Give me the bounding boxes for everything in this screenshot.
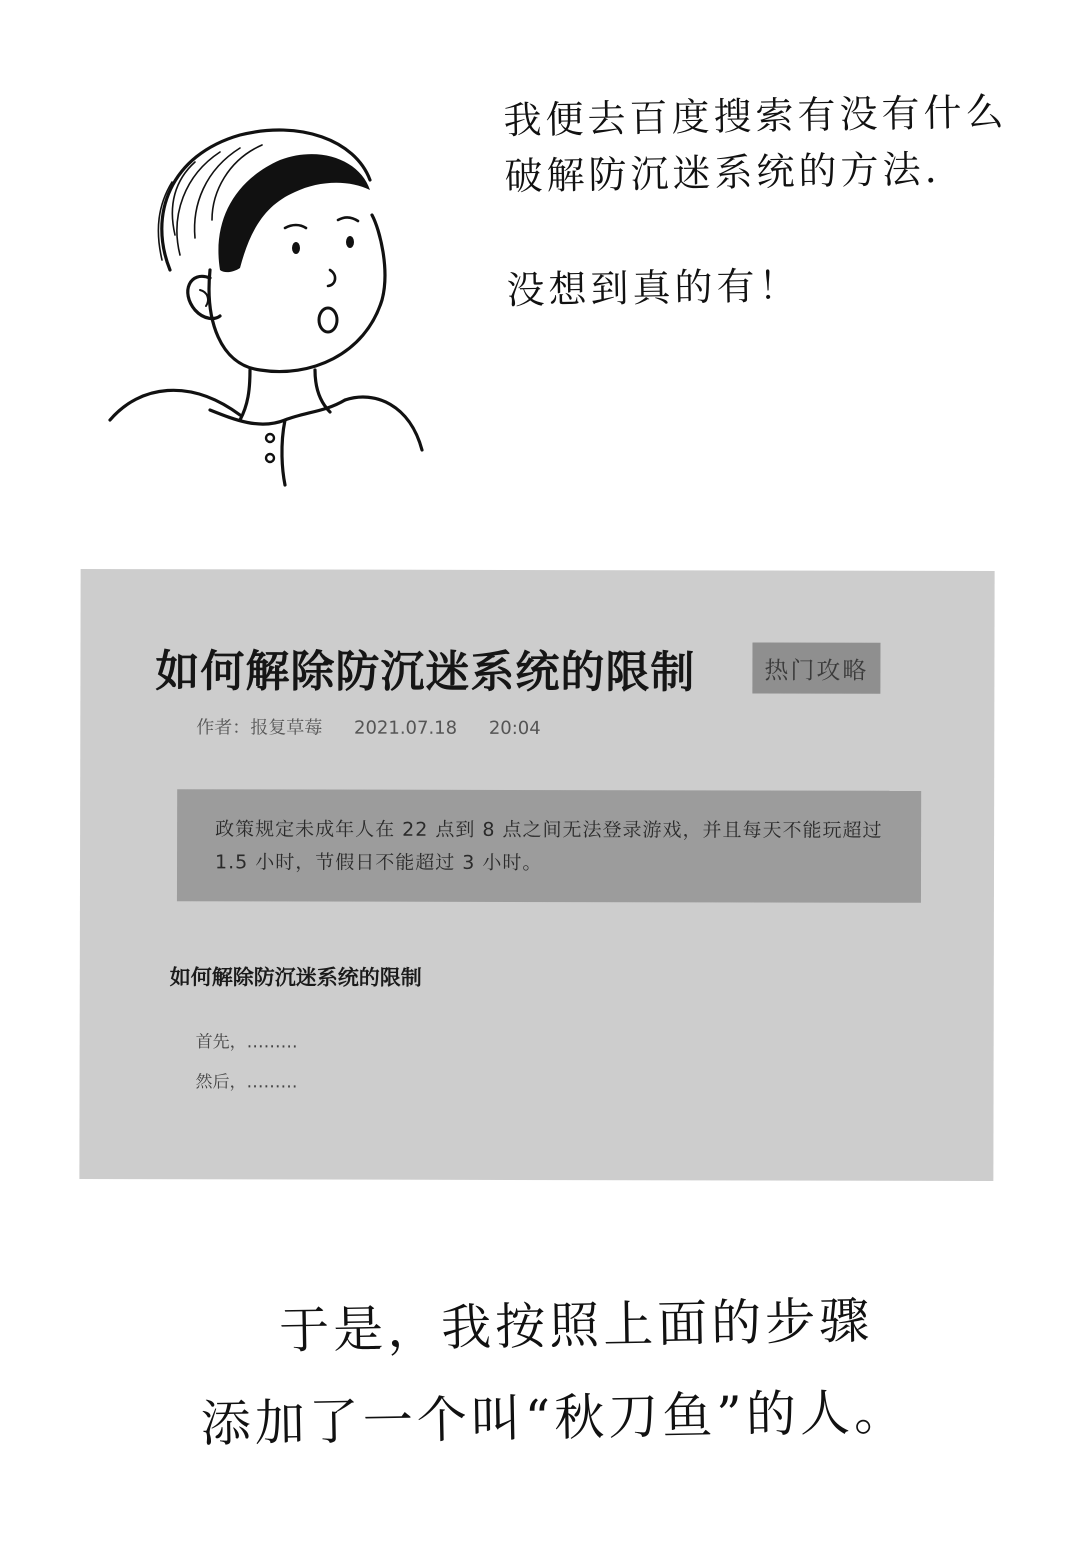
article-meta — [196, 713, 566, 740]
bottom-caption-line-1: 于是，我按照上面的步骤 — [278, 1291, 874, 1360]
bottom-caption-line-2: 添加了一个叫“秋刀鱼”的人。 — [200, 1382, 909, 1454]
top-caption-line-2: 破解防沉迷系统的方法. — [504, 146, 941, 199]
step-first: 首先，……… — [195, 1032, 298, 1053]
article-author: 作者：报复草莓 — [196, 717, 323, 739]
article-title: 如何解除防沉迷系统的限制 — [155, 646, 696, 699]
top-caption-line-3: 没想到真的有！ — [506, 263, 801, 313]
article-card — [79, 569, 994, 1181]
policy-quote: 政策规定未成年人在 22 点到 8 点之间无法登录游戏，并且每天不能玩超过 1.5 小时，节假日不能超过 3 小时。 — [177, 789, 921, 903]
top-caption — [503, 83, 1027, 318]
article-date: 2021.07.18 — [354, 717, 458, 739]
article-time: 20:04 — [488, 717, 541, 740]
hot-guide-badge: 热门攻略 — [752, 642, 880, 693]
step-then: 然后，……… — [195, 1072, 298, 1093]
surprised-boy-illustration — [100, 120, 440, 490]
section-title: 如何解除防沉迷系统的限制 — [169, 965, 422, 990]
bottom-caption — [198, 1274, 921, 1471]
top-caption-line-1: 我便去百度搜索有没有什么 — [503, 89, 1008, 143]
